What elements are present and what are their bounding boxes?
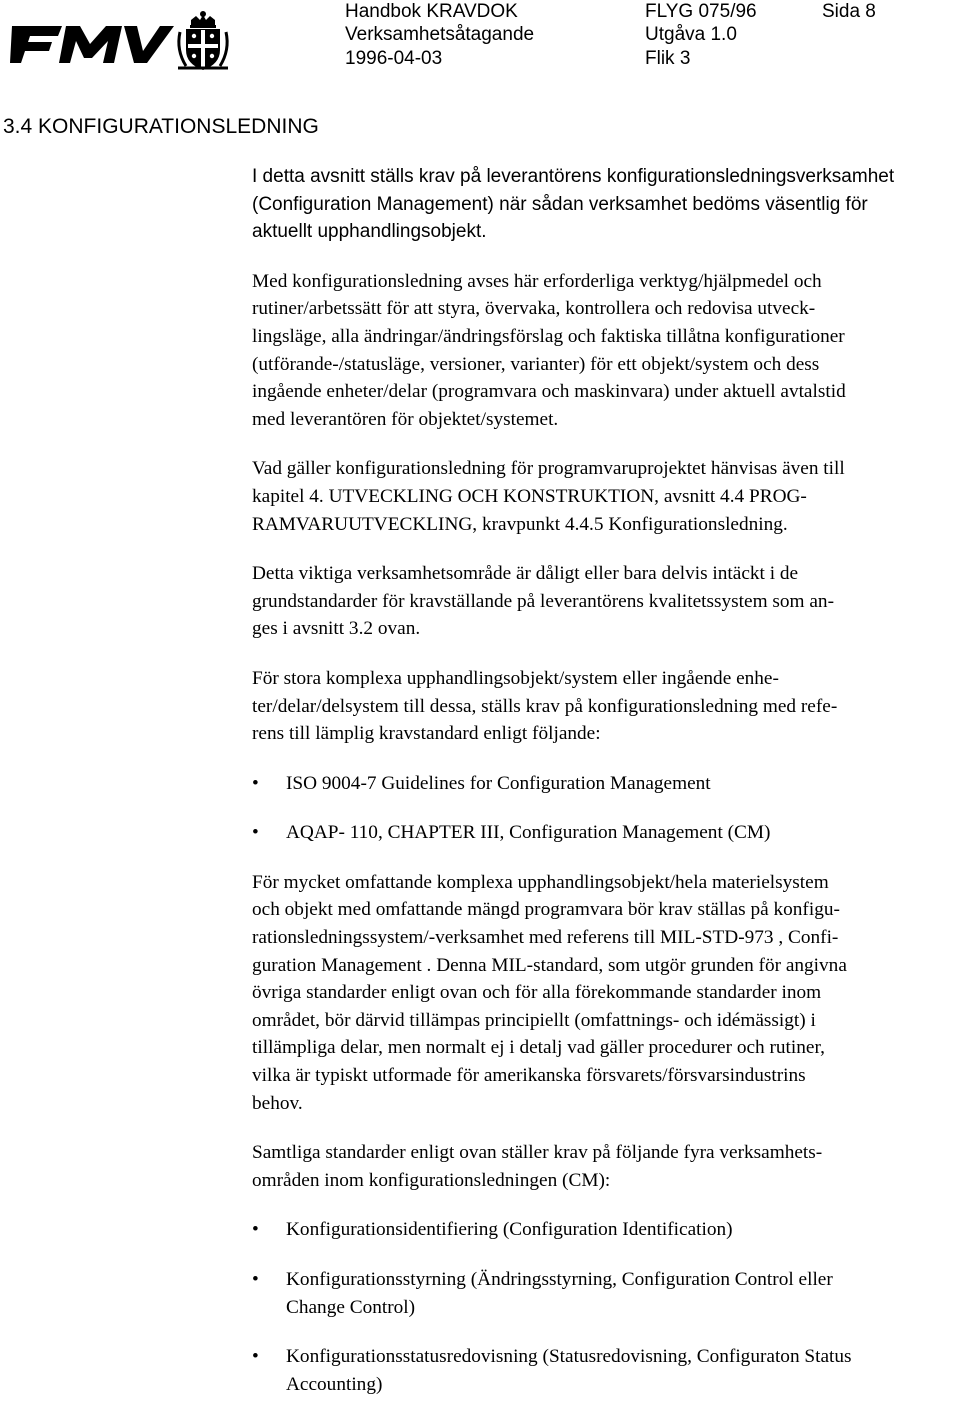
bullet-icon: •	[252, 772, 259, 794]
text-line: tillämpliga delar, men normalt ej i detalj vad gäller procedurer och rutiner,	[252, 1037, 825, 1059]
cm-areas-list	[252, 1216, 960, 1398]
text-line: behov.	[252, 1092, 303, 1114]
header-date: 1996-04-03	[345, 48, 443, 69]
bullet-icon: •	[252, 1346, 259, 1368]
software-reference-paragraph	[252, 455, 960, 538]
text-line: guration Management . Denna MIL-standard, som utgör grunden för angivna	[252, 954, 847, 976]
fmv-logo	[10, 6, 240, 74]
requirements-paragraph	[252, 665, 960, 748]
header-category: Verksamhetsåtagande	[345, 24, 535, 45]
definition-paragraph	[252, 268, 960, 434]
text-line: I detta avsnitt ställs krav på leverantörens konfigurationsledningsverksamhet	[252, 166, 895, 187]
header-doc-number: FLYG 075/96	[645, 1, 757, 22]
text-line: Konfigurationsstatusredovisning (Statusredovisning, Configuraton Status	[286, 1346, 852, 1368]
text-line: grundstandarder för kravställande på leverantörens kvalitetssystem som an-	[252, 590, 834, 612]
header-edition: Utgåva 1.0	[645, 24, 737, 45]
text-line: För mycket omfattande komplexa upphandlingsobjekt/hela materielsystem	[252, 871, 829, 893]
text-line: kapitel 4. UTVECKLING OCH KONSTRUKTION, avsnitt 4.4 PROG-	[252, 485, 807, 507]
bullet-icon: •	[252, 1269, 259, 1290]
header-page-number: Sida 8	[822, 1, 876, 22]
text-line: Change Control)	[286, 1296, 416, 1318]
text-line: rens till lämplig kravstandard enligt följande:	[252, 723, 601, 745]
list-item	[252, 1216, 960, 1244]
text-line: (utförande-/statusläge, versioner, varianter) för ett objekt/system och dess	[252, 353, 820, 375]
header-handbook: Handbok KRAVDOK	[345, 1, 518, 22]
list-item	[252, 1343, 960, 1398]
text-line: rutiner/arbetssätt för att styra, övervaka, kontrollera och redovisa utveck-	[252, 298, 816, 320]
text-line: med leverantören för objektet/systemet.	[252, 408, 559, 430]
text-line: Accounting)	[286, 1373, 383, 1395]
coverage-paragraph	[252, 560, 960, 643]
text-line: vilka är typiskt utformade för amerikanska försvarets/försvarsindustrins	[252, 1065, 806, 1087]
fmv-logo-graphic	[10, 6, 240, 74]
text-line: ISO 9004-7 Guidelines for Configuration Management	[286, 772, 711, 794]
list-item	[252, 770, 960, 798]
text-line: (Configuration Management) när sådan verksamhet bedöms väsentlig för	[252, 193, 868, 215]
section-heading: 3.4 KONFIGURATIONSLEDNING	[3, 115, 319, 138]
text-line: Med konfigurationsledning avses här erforderliga verktyg/hjälpmedel och	[252, 270, 822, 292]
header-tab: Flik 3	[645, 48, 691, 69]
text-line: ges i avsnitt 3.2 ovan.	[252, 618, 421, 640]
list-item	[252, 1266, 960, 1321]
bullet-icon: •	[252, 1219, 259, 1241]
text-line: och objekt med omfattande mängd programvara bör krav ställas på konfigu-	[252, 899, 840, 921]
text-line: Detta viktiga verksamhetsområde är dåligt eller bara delvis intäckt i de	[252, 563, 799, 585]
crest-icon	[178, 11, 228, 70]
text-line: Konfigurationsstyrning (Ändringsstyrning, Configuration Control eller	[286, 1269, 833, 1290]
intro-paragraph	[252, 163, 960, 246]
bullet-icon: •	[252, 822, 259, 844]
text-line: RAMVARUUTVECKLING, kravpunkt 4.4.5 Konfigurationsledning.	[252, 513, 788, 535]
standards-list	[252, 770, 960, 847]
text-line: AQAP- 110, CHAPTER III, Configuration Management (CM)	[286, 822, 771, 844]
text-line: lingsläge, alla ändringar/ändringsförslag och faktiska tillåtna konfigurationer	[252, 325, 845, 347]
text-line: ter/delar/delsystem till dessa, ställs krav på konfigurationsledning med refe-	[252, 695, 838, 717]
text-line: Samtliga standarder enligt ovan ställer krav på följande fyra verksamhets-	[252, 1142, 823, 1164]
cm-areas-intro-paragraph	[252, 1139, 960, 1194]
text-line: aktuellt upphandlingsobjekt.	[252, 221, 487, 243]
text-line: övriga standarder enligt ovan och för alla förekommande standarder inom	[252, 982, 822, 1004]
list-item	[252, 819, 960, 847]
text-line: Vad gäller konfigurationsledning för programvaruprojektet hänvisas även till	[252, 458, 845, 480]
text-line: ingående enheter/delar (programvara och maskinvara) under aktuell avtalstid	[252, 381, 846, 403]
text-line: Konfigurationsidentifiering (Configuration Identification)	[286, 1219, 733, 1241]
mil-std-paragraph	[252, 869, 960, 1117]
document-body	[252, 163, 960, 1420]
text-line: rationsledningssystem/-verksamhet med referens till MIL-STD-973 , Confi-	[252, 927, 839, 949]
text-line: För stora komplexa upphandlingsobjekt/system eller ingående enhe-	[252, 667, 779, 689]
text-line: områden inom konfigurationsledningen (CM):	[252, 1169, 611, 1191]
text-line: området, bör därvid tillämpas principiellt (omfattnings- och idémässigt) i	[252, 1009, 816, 1031]
